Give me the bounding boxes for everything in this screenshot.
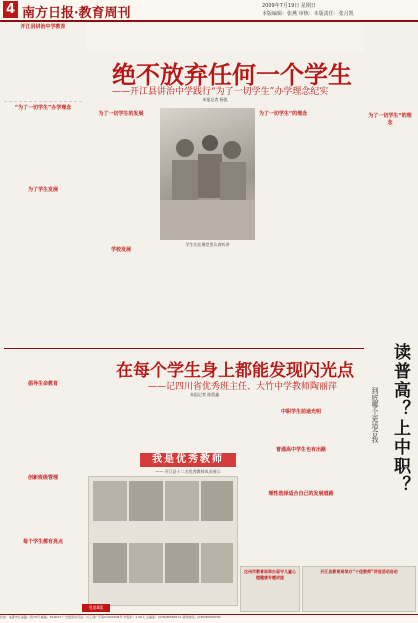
- lead-headline: 绝不放弃任何一个学生: [112, 60, 352, 89]
- lower-subhead-1: 倡导生命教育: [27, 381, 58, 387]
- second-byline: 本报记者 陈凯鑫: [190, 392, 220, 397]
- lead-subheadline: ——开江县讲治中学践行“为了一切学生”办学理念纪实: [112, 87, 329, 97]
- lead-byline: 本报记者 杨凯: [202, 97, 228, 102]
- lower-subhead-2: 创新班级管理: [27, 475, 58, 481]
- intro-text: [86, 23, 364, 51]
- vertical-headline: 读普高？上中职？: [390, 343, 410, 495]
- lower-subhead-3: 每个学生都有亮点: [22, 539, 63, 545]
- lower-mid-text: [86, 402, 226, 450]
- right-mid-text: [258, 118, 362, 344]
- continued-tag: 见第6版: [82, 604, 110, 612]
- photo-caption: 学生们在课堂里认真听讲: [185, 242, 230, 247]
- second-subheadline: ——记四川省优秀班主任、大竹中学教师陶丽萍: [148, 382, 338, 392]
- mid-subhead-1: 为了一切学生的发展: [98, 111, 144, 117]
- paper-name: 南方日报·教育周刊: [22, 6, 131, 21]
- right-subhead-2: 为了一切学生“的理念: [368, 113, 412, 126]
- left-subhead-3: 为了学生发展: [27, 187, 58, 193]
- right-lower-subhead-1: 中职学生前途光明: [280, 409, 321, 415]
- teacher-portraits: [88, 476, 238, 606]
- mid-column-text: [86, 118, 156, 344]
- center-column-text: [160, 250, 255, 344]
- vertical-subheadline: 到底哪个更适合我: [371, 387, 379, 443]
- mid-subhead-2: 学校发展: [110, 247, 131, 253]
- news-box-1-title: 达州市教育局举办留守儿童心理健康专题讲座: [244, 569, 296, 580]
- teacher-banner-title: 我是优秀教师: [140, 453, 236, 467]
- right-lower-subhead-3: 理性选择适合自己的发展道路: [268, 491, 334, 497]
- news-box-2-title: 开江县教育局举办“十佳教师”评选活动启动: [320, 569, 398, 574]
- teacher-banner-subtitle: —— 开江县十二名优秀教师风采展示: [155, 469, 221, 474]
- right-lower-subhead-2: 普通高中学生也有出路: [275, 447, 326, 453]
- lower-left-text: [4, 390, 82, 604]
- date-line: 2009年7月19日 星期日: [262, 3, 316, 9]
- footer-line: 社址：成都市红星路二段70号 邮编：610012 广告经营许可证：川工商广字第51000008号 零售价：1.00元 总编室：(028)86968171 新闻热线：(028)86968282: [0, 614, 418, 623]
- edition-line: 本版编辑：张燕 审核：本版责任：张月凯: [262, 11, 354, 17]
- left-subhead-2: “为了一切学生”办学理念: [14, 105, 72, 111]
- students-photo-icon: [160, 108, 255, 240]
- left-subhead-1: 开江县讲治中学教育: [20, 24, 66, 30]
- right-subhead-1: 为了一切学生“的理念: [258, 111, 308, 117]
- left-column-text-3: [4, 194, 82, 344]
- portrait-grid-icon: [89, 477, 237, 605]
- lead-photo: [160, 108, 255, 240]
- page-number: 4: [3, 1, 18, 18]
- news-box-1: [240, 566, 300, 612]
- masthead: [0, 0, 418, 22]
- far-right-text: [366, 23, 414, 329]
- second-headline: 在每个学生身上都能发现闪光点: [116, 361, 354, 381]
- news-box-2: [302, 566, 416, 612]
- section-divider: [4, 348, 364, 349]
- left-column-text-2: [4, 112, 82, 182]
- left-column-text: [4, 31, 82, 102]
